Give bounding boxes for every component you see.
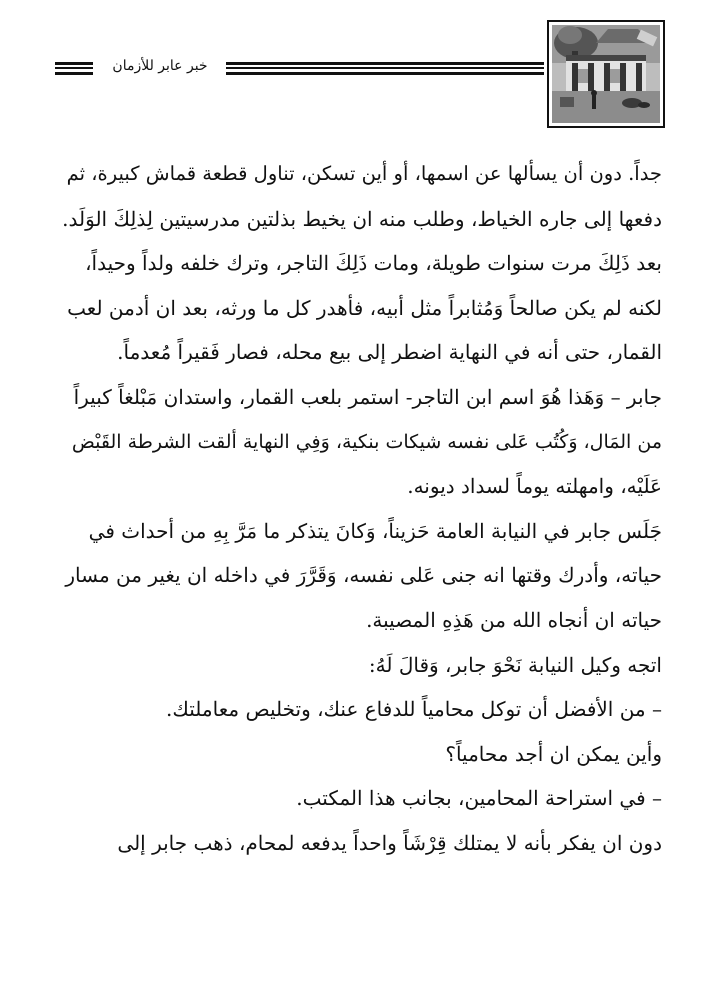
text-line: اتجه وكيل النيابة نَحْوَ جابر، وَقالَ لَهُ:: [368, 652, 662, 677]
text-line: حياته ان أنجاه الله من هَذِهِ المصيبة.: [366, 607, 662, 632]
text-line: وأين يمكن ان أجد محامياً؟: [445, 741, 662, 766]
chapter-illustration: [547, 20, 665, 128]
text-line: بعد ذَلِكَ مرت سنوات طويلة، ومات ذَلِكَ التاجر، وترك خلفه ولداً وحيداً،: [85, 251, 662, 276]
running-title: خبر عابر للأزمان: [112, 58, 208, 74]
header-rule-left: [55, 62, 93, 75]
text-line: – في استراحة المحامين، بجانب هذا المكتب.: [296, 786, 662, 811]
text-line: جَلَس جابر في النيابة العامة حَزيناً، وَكانَ يتذكر ما مَرَّ بِهِ من أحداث في: [88, 518, 662, 543]
text-line: دفعها إلى جاره الخياط، وطلب منه ان يخيط بذلتين مدرسيتين لِذلِكَ الوَلَد.: [62, 206, 662, 231]
text-line: من المَال، وَكُتُب عَلى نفسه شيكات بنكية، وَفِي النهاية ألقت الشرطة القَبْض: [71, 430, 662, 453]
text-line: جابر – وَهَذا هُوَ اسم ابن التاجر- استمر بلعب القمار، واستدان مَبْلغاً كبيراً: [73, 384, 662, 409]
page-header: [0, 0, 720, 140]
story-text: [60, 152, 662, 866]
text-line: عَلَيْه، وامهلته يوماً لسداد ديونه.: [407, 474, 662, 499]
text-line: لكنه لم يكن صالحاً وَمُثابراً مثل أبيه، فأهدر كل ما ورثه، بعد ان أدمن لعب: [67, 295, 662, 320]
text-line: القمار، حتى أنه في النهاية اضطر إلى بيع محله، فصار فَقيراً مُعدماً.: [117, 340, 662, 365]
header-rule-right: [226, 62, 544, 75]
text-line: – من الأفضل أن توكل محامياً للدفاع عنك، وتخليص معاملتك.: [166, 697, 662, 722]
text-line: جداً. دون أن يسألها عن اسمها، أو أين تسكن، تناول قطعة قماش كبيرة، ثم: [66, 162, 662, 185]
text-line: حياته، وأدرك وقتها انه جنى عَلى نفسه، وَقَرَّرَ في داخله ان يغير من مسار: [65, 563, 662, 588]
market-scene-image: [552, 25, 660, 123]
text-line: دون ان يفكر بأنه لا يمتلك قِرْشَاً واحداً يدفعه لمحام، ذهب جابر إلى: [117, 830, 662, 855]
